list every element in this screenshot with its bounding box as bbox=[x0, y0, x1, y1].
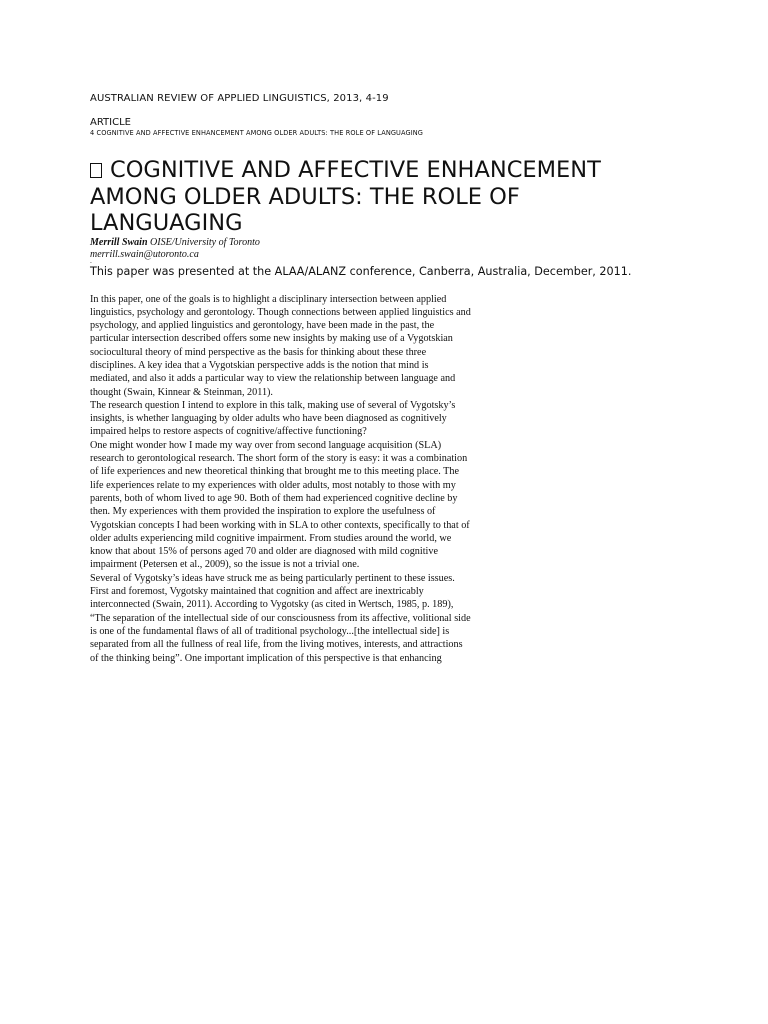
paragraph: In this paper, one of the goals is to highlight a disciplinary intersection between applied linguistics, psychology and gerontology. Though connections between applied linguistics and psychology, and applied linguistics and gerontology, have been made in the past, the particular intersection described offers some new insights by making use of a Vygotskian sociocultural theory of mind perspective as the basis for thinking about these three disciplines. A key idea that a Vygotskian perspective adds is the notion that mind is mediated, and also it adds a particular way to view the relationship between language and thought (Swain, Kinnear & Steinman, 2011). bbox=[90, 293, 471, 398]
running-head: 4 COGNITIVE AND AFFECTIVE ENHANCEMENT AMONG OLDER ADULTS: THE ROLE OF LANGUAGING bbox=[90, 129, 423, 137]
author-name: Merrill Swain bbox=[90, 236, 148, 248]
author-line bbox=[90, 237, 690, 249]
paragraph: The research question I intend to explore in this talk, making use of several of Vygotsky’s insights, is whether languaging by older adults who have been diagnosed as cognitively impaired helps to restore aspects of cognitive/affective functioning? bbox=[90, 399, 456, 438]
body-text bbox=[90, 293, 530, 665]
document-page bbox=[90, 92, 690, 665]
journal-citation: AUSTRALIAN REVIEW OF APPLIED LINGUISTICS, 2013, 4-19 bbox=[90, 93, 389, 104]
paragraph: Several of Vygotsky’s ideas have struck me as being particularly pertinent to these issues. First and foremost, Vygotsky maintained that cognition and affect are inextricably interconnected (Swain, 2011). According to Vygotsky (as cited in Wertsch, 1985, p. 189), “The separation of the intellectual side of our consciousness from its affective, volitional side is one of the fundamental flaws of all of traditional psychology...[the intellectual side] is separated from all the fullness of real life, from the living motives, interests, and attractions of the thinking being”. One important implication of this perspective is that enhancing bbox=[90, 572, 471, 664]
author-affiliation: OISE/University of Toronto bbox=[147, 236, 260, 248]
footnote-mark: - bbox=[90, 259, 92, 266]
author-email: merrill.swain@utoronto.ca bbox=[90, 248, 199, 260]
article-title bbox=[90, 157, 650, 237]
article-type-label: ARTICLE bbox=[90, 117, 131, 128]
article-title-text: COGNITIVE AND AFFECTIVE ENHANCEMENT AMONG OLDER ADULTS: THE ROLE OF LANGUAGING bbox=[90, 157, 601, 236]
missing-glyph-icon bbox=[90, 163, 102, 178]
paragraph: One might wonder how I made my way over from second language acquisition (SLA) research to gerontological research. The short form of the story is easy: it was a combination of life experiences and new theoretical thinking that brought me to this meeting place. The life experiences relate to my experiences with older adults, most notably to those with my parents, both of whom lived to age 90. Both of them had experienced cognitive decline by then. My experiences with them provided the inspiration to explore the usefulness of Vygotskian concepts I had been working with in SLA to other contexts, specifically to that of older adults experiencing mild cognitive impairment. From studies around the world, we know that about 15% of persons aged 70 and older are diagnosed with mild cognitive impairment (Petersen et al., 2009), so the issue is not a trivial one. bbox=[90, 439, 470, 571]
conference-note: This paper was presented at the ALAA/ALANZ conference, Canberra, Australia, December, 2011. bbox=[90, 264, 632, 278]
